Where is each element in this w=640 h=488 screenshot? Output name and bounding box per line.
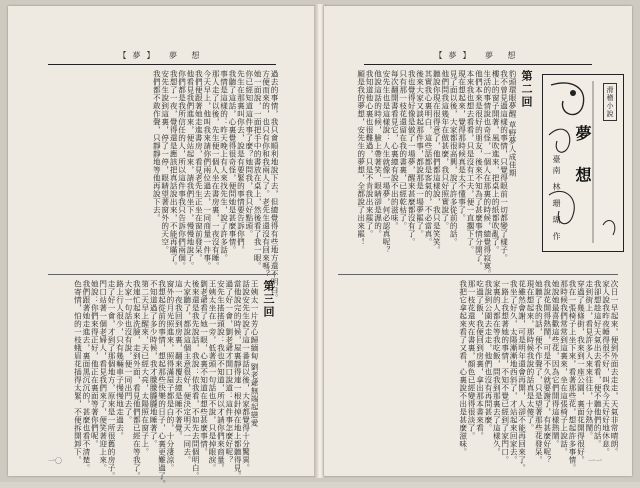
- title-ornament: [542, 74, 624, 252]
- text-column: 我想起從前的事情，想起那些快樂的日子，心裏更難過了。: [157, 280, 167, 488]
- page-number: 一一: [588, 457, 602, 465]
- section-divider: [338, 274, 618, 275]
- text-column: 方便而來的，也只有你和我兩人了。老先生還沒有回來嗎？: [261, 70, 271, 278]
- text-column: 過了好一會，劉老爺才開口說道：這件事怎麼好呢？: [224, 280, 234, 464]
- chapter-heading: 第二回: [520, 70, 533, 109]
- text-column: 你已經知道這件事了麼？她問我，我只好點頭。: [244, 70, 254, 238]
- text-column: 只有那一枝花還留在我的書裏，已經乾枯了。: [398, 70, 408, 230]
- text-column: 那一枝花還夾在書裏，顏色已經變得很淡了。: [467, 280, 477, 440]
- text-column: 過去的事情，我只會順利地說下去，但總覺得有些地方還不明白。: [270, 70, 279, 302]
- text-column: 我們便跟著她走進書房，看見老先生正坐在窗前發呆。: [194, 70, 204, 262]
- text-column: 色寄情，怕的一枝蛾眉花插得太緊，不便拆開卸下。: [73, 280, 83, 464]
- text-column: 事情是這樣的：昨天晚上有人來找先生，說了許多話。: [219, 70, 229, 262]
- text-column: 現在想起來，那時候我說的話真是太傻了。: [525, 280, 535, 432]
- text-column: 這一夜我回到房裏，翻來覆去總是睡不著覺。: [174, 280, 184, 440]
- text-column: 樓上的窗子開著，風吹進來，把桌上的紙都吹亂了。: [491, 70, 501, 254]
- text-column: 她說：你們來得正好，他正在裏面等著你們呢。: [90, 280, 100, 448]
- text-column: 他們問我這幾年在做甚麼，我只好照實說了。: [440, 70, 450, 230]
- story-title: 夢 想: [573, 125, 592, 193]
- text-column: 我也覺得好像是做了一場夢，醒來甚麼都沒有了。: [407, 70, 417, 246]
- text-column: 走到街上，看見許多人來來往往，十分熱鬧。: [584, 280, 594, 440]
- text-column: 家裏的人都在等我吃飯，問我到那裏去了這樣久。: [492, 280, 502, 456]
- text-column: 豹頭環眼夢醒 草野夢人成佳期: [508, 70, 517, 177]
- text-column: 那時候我們常常到這裏來，坐在這張椅子上說話。: [559, 280, 569, 456]
- right-page: [324, 6, 632, 476]
- text-column: 王姨太一片芳心歸緬甸 劉老爺無端起戀愛: [250, 280, 259, 427]
- running-header: 【夢】 夢 想: [118, 51, 206, 60]
- text-column: 我坐了好久，太陽漸漸地西斜了，才站起來回家去。: [509, 280, 519, 464]
- text-column: 當他說完的時候，屋裏靜得連一根針掉在地上都聽得見。: [233, 280, 243, 480]
- text-column: 我不曾見過這樣的事情，只覺得眼前一切都變了樣子。: [499, 70, 509, 262]
- right-top-text: [338, 70, 536, 278]
- text-column: 她說她最喜歡這些花，因為它們開得這樣熱鬧。: [551, 280, 561, 448]
- text-column: 今天早上，他叫我來請你們兩位過去，一同商量一件事。: [202, 70, 212, 270]
- text-column: 本來我也想去看看，只是沒有工夫，便一直擱下了。: [465, 70, 475, 254]
- text-column: 聽說你現在很得意了，他們都這樣說，我只是笑笑。: [432, 70, 442, 254]
- text-column: 那人走了以後，先生便一個人坐在書房裏，一夜沒有睡。: [211, 70, 221, 270]
- text-column: 不知道過了多少時候，我才朦朦朧朧地睡著了。: [149, 280, 159, 448]
- text-column: 劉老爺看了她一眼，心裏不知道在想些甚麼事情。: [199, 280, 209, 456]
- section-divider: [48, 274, 276, 275]
- text-column: 安先生搖搖頭說：我也不知道，所以才請你們來商量。: [216, 280, 226, 472]
- text-column: 我把它拿起來看了又看，心裏說不出是甚麼滋味。: [458, 280, 468, 456]
- text-column: 先生在那裏叫你去，說是有要緊的事情要告訴你們。: [236, 70, 246, 254]
- text-column: 第二天早上醒來，天已經大亮，太陽照在窗子上。: [140, 280, 150, 456]
- text-column: 吃過了飯，我便回到房裏，拿出那本書來看。: [475, 280, 485, 440]
- header-rule: [364, 64, 592, 65]
- story-author: 臺南 林 珊 瑚 作: [552, 155, 561, 244]
- text-column: 生活的事情說也奇怪，一個人在那裏的時候，總覺得寂寞。: [482, 70, 492, 278]
- text-column: 每次翻開書看見它，心裏總有說不出的滋味。: [390, 70, 400, 230]
- text-column: 她聽了我的話，便不作聲了，只是望著那些花發呆。: [534, 280, 544, 464]
- text-column: 安先生也是這樣說：人生就像一場夢，何必認真呢？: [381, 70, 391, 254]
- text-column: 他看見我們進來，便站起來，請我們坐下，慢慢地說了。: [185, 70, 195, 270]
- text-column: 你們都是我所信任的人，所以這件事我只告訴你們兩個。: [177, 70, 187, 270]
- text-column: 花雖然會謝，可是明年還會再開，人卻不能再回來了。: [517, 280, 527, 472]
- text-column: 穿過了幾條街，我來到一座公園，裏面花開得很好。: [576, 280, 586, 464]
- text-column: 後來大家又談起那件事，都說那是一場夢罷了。: [415, 70, 425, 238]
- text-column: 一路上我想著她的事情，不知不覺已經到了家門口。: [500, 280, 510, 464]
- text-column: 我說到公園去走走，他們也沒有再問甚麼。: [483, 280, 493, 432]
- text-column: 他說這話的時候，臉上帶著笑，眼睛卻是濕的。: [373, 70, 383, 238]
- text-column: 後來還是我先說話，我說：依我看，不如先去問個明白。: [191, 280, 201, 480]
- text-column: 其實我心裏明白，這些話都是客氣的，不必當真。: [423, 70, 433, 246]
- text-column: 我們都不敢作聲，只靜靜地等他再說下去。: [152, 70, 162, 222]
- series-label: 滑稽小說: [603, 83, 617, 121]
- text-column: 大家聽了，都說這個主意很好，便決定明天一同去。: [182, 280, 192, 464]
- text-column: 安先生說到這裏，停了一停，眼睛望著窗外的天空。: [160, 70, 170, 254]
- text-column: 我連忙起來洗臉，走到外面，看見他們都已經在等我了。: [132, 280, 142, 480]
- running-header: 【夢】 夢 想: [434, 51, 522, 60]
- text-column: 王姨太坐在一旁，低著頭一句話也不說，只是掉眼淚。: [207, 280, 217, 472]
- text-column: 我們跟著她走進去，裏面黑沉沉的，甚麼也看不清楚。: [81, 280, 91, 472]
- text-column: 見了面以後，大家都很高興，說了許多從前的話。: [449, 70, 459, 246]
- text-column: 窗外的月光照進來，照得滿屋子都是白的，十分淒涼。: [165, 280, 175, 472]
- text-column: 路上行人很少，只有幾輛車子慢慢地走過去。: [115, 280, 125, 440]
- text-column: 我想了一夜，覺得還是應該把真話說出來，不能再瞞了。: [169, 70, 179, 270]
- text-column: 現在想起來，覺得那時候真是太不懂事了。: [457, 70, 467, 222]
- header-rule: [48, 64, 276, 65]
- page-number: 一〇: [48, 457, 62, 465]
- text-column: 走了好一會，才到了那個地方，原來是一所很舊的房子。: [107, 280, 117, 480]
- text-column: 他們本來是很好的朋友，後來不知為了甚麼事情分開了。: [474, 70, 484, 270]
- text-column: 次日一早起來，便到外面去走走，天氣非常晴朗。: [610, 280, 619, 456]
- text-column: 我知道他心裏也很難過，只是不肯說出來罷了。: [365, 70, 375, 238]
- text-column: 願是我的夢想，安先生的夢想，全都說了出來罷！: [356, 70, 366, 246]
- text-column: 我卻想趁這好天氣出去看看，便不聽他們的話。: [593, 280, 603, 448]
- text-column: 我在一張椅子上坐下來，看著那些花，想起許多事情。: [567, 280, 577, 472]
- chapter-heading: 第三回: [262, 280, 275, 319]
- text-column: 家人說我昨夜睡得很不好，叫我今天好好地休息。: [601, 280, 611, 456]
- text-column: 我說花開得熱鬧，可是不久就要謝了，有甚麼好呢？: [542, 280, 552, 464]
- text-column: 大家一句話也沒有說，便一同出門去了。: [123, 280, 133, 424]
- text-column: 話說安先生說了這一番話以後，大家都覺得十分驚異。: [241, 280, 251, 472]
- text-column: 門口站著一個老婦人，看見我們來了，便笑著迎上來。: [98, 280, 108, 472]
- text-column: 我聽了這話，心裏覺得很奇怪，便問她是甚麼事情。: [227, 70, 237, 254]
- text-column: 她一面說，一面把手中的書放在桌上，然後看了我一眼。: [253, 70, 263, 270]
- left-page: [8, 6, 316, 488]
